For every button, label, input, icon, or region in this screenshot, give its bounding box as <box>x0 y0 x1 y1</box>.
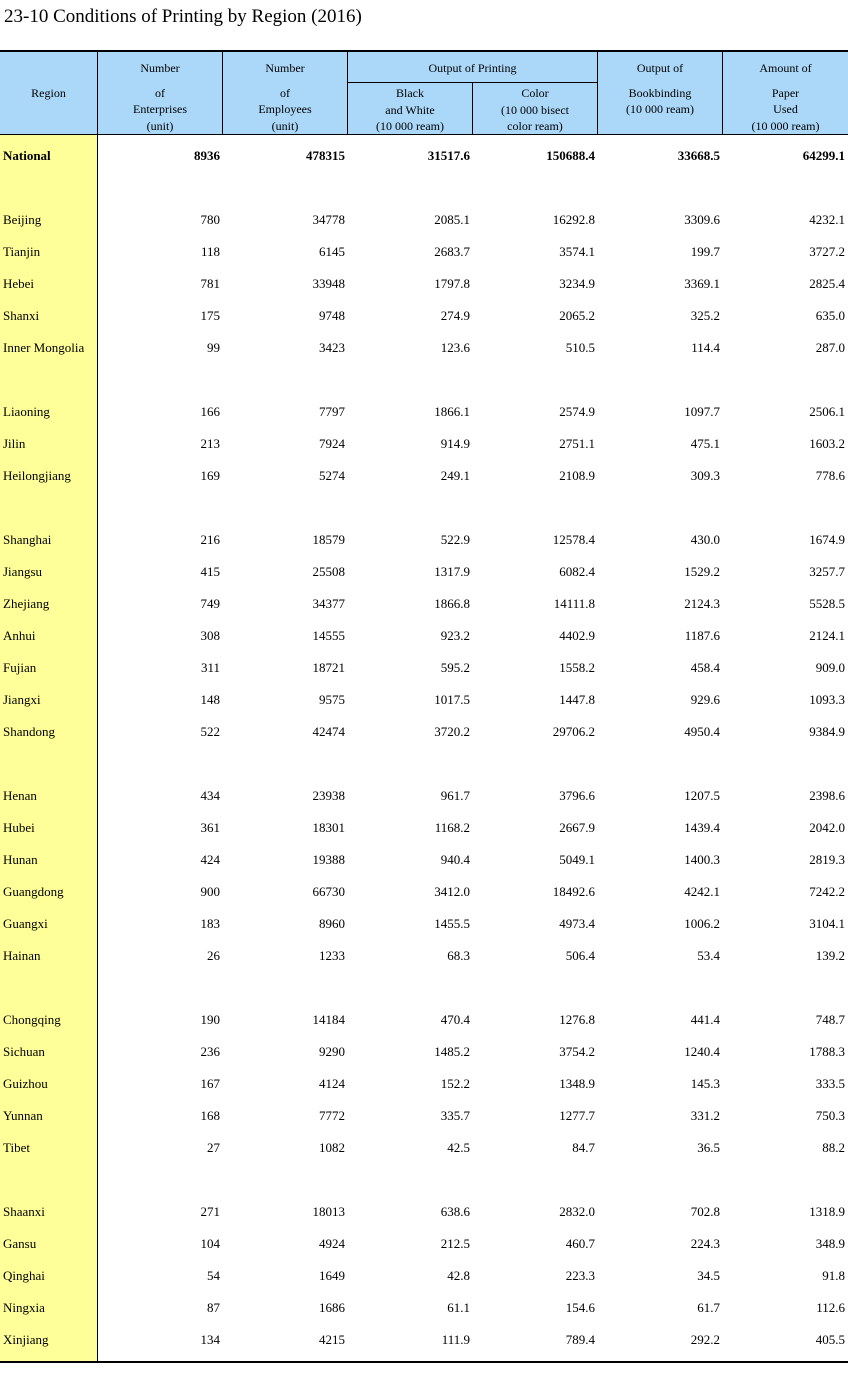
cell-value: 441.4 <box>690 1012 720 1027</box>
cell-value: 18579 <box>312 532 345 547</box>
cell-value: 308 <box>200 628 220 643</box>
cell-value: 118 <box>200 244 220 259</box>
header-output-printing: Output of Printing <box>428 61 517 75</box>
cell-value: 168 <box>200 1108 220 1123</box>
cell-value: 1485.2 <box>434 1044 470 1059</box>
cell-value: 1674.9 <box>809 532 845 547</box>
region-name: Tibet <box>3 1140 30 1155</box>
cell-value: 475.1 <box>690 436 720 451</box>
cell-value: 1649 <box>319 1268 345 1283</box>
cell-value: 311 <box>200 660 220 675</box>
region-name: Hainan <box>3 948 41 963</box>
cell-value: 780 <box>200 212 220 227</box>
cell-value: 3754.2 <box>559 1044 595 1059</box>
cell-value: 2398.6 <box>809 788 845 803</box>
header-employees: Number of Employees (unit) <box>258 61 312 133</box>
cell-value: 1207.5 <box>684 788 720 803</box>
cell-value: 31517.6 <box>427 148 470 163</box>
cell-value: 19388 <box>312 852 345 867</box>
header-paper-used: Amount of Paper Used (10 000 ream) <box>751 61 820 133</box>
cell-value: 271 <box>200 1204 220 1219</box>
cell-value: 33948 <box>312 276 345 291</box>
cell-value: 1233 <box>319 948 345 963</box>
cell-value: 470.4 <box>440 1012 470 1027</box>
region-name: Inner Mongolia <box>3 340 85 355</box>
cell-value: 145.3 <box>690 1076 720 1091</box>
cell-value: 2042.0 <box>809 820 845 835</box>
cell-value: 5274 <box>319 468 345 483</box>
region-name: Jiangxi <box>3 692 41 707</box>
table-row <box>0 850 848 870</box>
header-color: Color (10 000 bisect color ream) <box>501 86 569 133</box>
region-name: Hubei <box>3 820 35 835</box>
cell-value: 42474 <box>312 724 345 739</box>
header-enterprises: Number of Enterprises (unit) <box>133 61 187 133</box>
cell-value: 1788.3 <box>809 1044 845 1059</box>
cell-value: 25508 <box>312 564 345 579</box>
cell-value: 748.7 <box>815 1012 845 1027</box>
cell-value: 212.5 <box>440 1236 470 1251</box>
region-name: Anhui <box>3 628 36 643</box>
cell-value: 34.5 <box>697 1268 720 1283</box>
cell-value: 14555 <box>312 628 345 643</box>
cell-value: 14184 <box>312 1012 345 1027</box>
region-name: Guangdong <box>3 884 64 899</box>
cell-value: 287.0 <box>815 340 845 355</box>
region-name: Shanghai <box>3 532 52 547</box>
cell-value: 236 <box>200 1044 220 1059</box>
cell-value: 150688.4 <box>546 148 595 163</box>
cell-value: 42.8 <box>447 1268 470 1283</box>
cell-value: 635.0 <box>815 308 845 323</box>
cell-value: 929.6 <box>690 692 720 707</box>
cell-value: 16292.8 <box>552 212 595 227</box>
cell-value: 460.7 <box>565 1236 595 1251</box>
cell-value: 430.0 <box>690 532 720 547</box>
cell-value: 114.4 <box>691 340 720 355</box>
cell-value: 2667.9 <box>559 820 595 835</box>
cell-value: 2751.1 <box>559 436 595 451</box>
cell-value: 6145 <box>319 244 345 259</box>
cell-value: 167 <box>200 1076 220 1091</box>
region-name: Heilongjiang <box>3 468 71 483</box>
cell-value: 1017.5 <box>434 692 470 707</box>
cell-value: 3257.7 <box>809 564 845 579</box>
cell-value: 333.5 <box>815 1076 845 1091</box>
cell-value: 42.5 <box>447 1140 470 1155</box>
cell-value: 2574.9 <box>559 404 595 419</box>
region-name: Chongqing <box>3 1012 61 1027</box>
cell-value: 54 <box>207 1268 220 1283</box>
cell-value: 1603.2 <box>809 436 845 451</box>
cell-value: 134 <box>200 1332 220 1347</box>
region-name: Zhejiang <box>3 596 50 611</box>
national-row <box>0 146 848 166</box>
cell-value: 3727.2 <box>809 244 845 259</box>
table-row <box>0 1298 848 1318</box>
cell-value: 522.9 <box>440 532 470 547</box>
region-name: Jiangsu <box>3 564 42 579</box>
cell-value: 139.2 <box>815 948 845 963</box>
cell-value: 4215 <box>319 1332 345 1347</box>
cell-value: 2819.3 <box>809 852 845 867</box>
region-name: Guizhou <box>3 1076 48 1091</box>
cell-value: 1277.7 <box>559 1108 595 1123</box>
cell-value: 405.5 <box>815 1332 845 1347</box>
cell-value: 909.0 <box>815 660 845 675</box>
table-row <box>0 1138 848 1158</box>
table-row <box>0 1330 848 1350</box>
cell-value: 61.7 <box>697 1300 720 1315</box>
cell-value: 148 <box>200 692 220 707</box>
table-row <box>0 658 848 678</box>
cell-value: 2506.1 <box>809 404 845 419</box>
region-name: National <box>3 148 51 163</box>
cell-value: 84.7 <box>572 1140 595 1155</box>
cell-value: 249.1 <box>440 468 470 483</box>
cell-value: 2085.1 <box>434 212 470 227</box>
cell-value: 3720.2 <box>434 724 470 739</box>
region-name: Sichuan <box>3 1044 45 1059</box>
cell-value: 2065.2 <box>559 308 595 323</box>
cell-value: 2825.4 <box>809 276 845 291</box>
cell-value: 292.2 <box>690 1332 720 1347</box>
cell-value: 2108.9 <box>559 468 595 483</box>
cell-value: 34377 <box>312 596 345 611</box>
cell-value: 223.3 <box>565 1268 595 1283</box>
cell-value: 2683.7 <box>434 244 470 259</box>
cell-value: 1455.5 <box>434 916 470 931</box>
table-row <box>0 1202 848 1222</box>
cell-value: 274.9 <box>440 308 470 323</box>
cell-value: 91.8 <box>822 1268 845 1283</box>
cell-value: 9748 <box>319 308 345 323</box>
region-name: Liaoning <box>3 404 50 419</box>
cell-value: 778.6 <box>815 468 845 483</box>
region-name: Gansu <box>3 1236 37 1251</box>
cell-value: 522 <box>200 724 220 739</box>
cell-value: 87 <box>207 1300 220 1315</box>
cell-value: 1400.3 <box>684 852 720 867</box>
region-name: Tianjin <box>3 244 41 259</box>
cell-value: 104 <box>200 1236 220 1251</box>
cell-value: 3796.6 <box>559 788 595 803</box>
cell-value: 18492.6 <box>552 884 595 899</box>
cell-value: 478315 <box>306 148 345 163</box>
cell-value: 152.2 <box>440 1076 470 1091</box>
table-row <box>0 466 848 486</box>
table-row <box>0 1074 848 1094</box>
cell-value: 702.8 <box>690 1204 720 1219</box>
region-name: Fujian <box>3 660 37 675</box>
cell-value: 36.5 <box>697 1140 720 1155</box>
cell-value: 5528.5 <box>809 596 845 611</box>
region-name: Qinghai <box>3 1268 45 1283</box>
cell-value: 7242.2 <box>809 884 845 899</box>
header-black-white: Black and White (10 000 ream) <box>376 86 444 133</box>
cell-value: 1317.9 <box>434 564 470 579</box>
cell-value: 923.2 <box>440 628 470 643</box>
cell-value: 424 <box>200 852 220 867</box>
cell-value: 789.4 <box>565 1332 595 1347</box>
cell-value: 9290 <box>319 1044 345 1059</box>
cell-value: 4232.1 <box>809 212 845 227</box>
table-bottom-rule <box>0 1361 848 1363</box>
cell-value: 123.6 <box>440 340 470 355</box>
table-row <box>0 786 848 806</box>
cell-value: 3369.1 <box>684 276 720 291</box>
cell-value: 750.3 <box>815 1108 845 1123</box>
cell-value: 638.6 <box>440 1204 470 1219</box>
cell-value: 66730 <box>312 884 345 899</box>
table-header <box>0 52 848 134</box>
cell-value: 190 <box>200 1012 220 1027</box>
cell-value: 1006.2 <box>684 916 720 931</box>
cell-value: 4402.9 <box>559 628 595 643</box>
table-row <box>0 1234 848 1254</box>
cell-value: 14111.8 <box>553 596 595 611</box>
header-subdivider <box>347 82 597 83</box>
cell-value: 331.2 <box>690 1108 720 1123</box>
table-row <box>0 434 848 454</box>
cell-value: 9384.9 <box>809 724 845 739</box>
table-row <box>0 882 848 902</box>
cell-value: 434 <box>200 788 220 803</box>
cell-value: 900 <box>200 884 220 899</box>
region-name: Beijing <box>3 212 42 227</box>
cell-value: 3309.6 <box>684 212 720 227</box>
cell-value: 1276.8 <box>559 1012 595 1027</box>
cell-value: 68.3 <box>447 948 470 963</box>
cell-value: 4950.4 <box>684 724 720 739</box>
cell-value: 1447.8 <box>559 692 595 707</box>
cell-value: 749 <box>200 596 220 611</box>
cell-value: 8960 <box>319 916 345 931</box>
cell-value: 1240.4 <box>684 1044 720 1059</box>
cell-value: 1187.6 <box>684 628 720 643</box>
table-row <box>0 946 848 966</box>
cell-value: 12578.4 <box>552 532 595 547</box>
region-name: Henan <box>3 788 37 803</box>
cell-value: 64299.1 <box>802 148 845 163</box>
region-name: Ningxia <box>3 1300 45 1315</box>
cell-value: 224.3 <box>690 1236 720 1251</box>
cell-value: 2124.1 <box>809 628 845 643</box>
region-name: Hunan <box>3 852 38 867</box>
cell-value: 29706.2 <box>552 724 595 739</box>
cell-value: 199.7 <box>690 244 720 259</box>
cell-value: 216 <box>200 532 220 547</box>
cell-value: 18721 <box>312 660 345 675</box>
region-name: Jilin <box>3 436 26 451</box>
cell-value: 169 <box>200 468 220 483</box>
cell-value: 961.7 <box>440 788 470 803</box>
region-name: Yunnan <box>3 1108 43 1123</box>
cell-value: 1097.7 <box>684 404 720 419</box>
cell-value: 7772 <box>319 1108 345 1123</box>
cell-value: 1866.8 <box>434 596 470 611</box>
cell-value: 213 <box>200 436 220 451</box>
cell-value: 3423 <box>319 340 345 355</box>
cell-value: 34778 <box>312 212 345 227</box>
header-region: Region <box>31 86 66 100</box>
cell-value: 6082.4 <box>559 564 595 579</box>
cell-value: 3412.0 <box>434 884 470 899</box>
cell-value: 175 <box>200 308 220 323</box>
table-row <box>0 1010 848 1030</box>
region-name: Xinjiang <box>3 1332 49 1347</box>
cell-value: 595.2 <box>440 660 470 675</box>
cell-value: 781 <box>200 276 220 291</box>
table-row <box>0 626 848 646</box>
cell-value: 4973.4 <box>559 916 595 931</box>
page-title: 23-10 Conditions of Printing by Region (2016) <box>4 6 362 27</box>
cell-value: 1439.4 <box>684 820 720 835</box>
cell-value: 183 <box>200 916 220 931</box>
table-row <box>0 594 848 614</box>
table-row <box>0 338 848 358</box>
region-name: Guangxi <box>3 916 48 931</box>
cell-value: 5049.1 <box>559 852 595 867</box>
table-row <box>0 562 848 582</box>
header-bottom-rule <box>0 134 848 135</box>
table-row <box>0 1266 848 1286</box>
cell-value: 510.5 <box>565 340 595 355</box>
table-row <box>0 818 848 838</box>
cell-value: 33668.5 <box>677 148 720 163</box>
table-row <box>0 914 848 934</box>
cell-value: 1082 <box>319 1140 345 1155</box>
cell-value: 53.4 <box>697 948 720 963</box>
table-row <box>0 1106 848 1126</box>
cell-value: 335.7 <box>440 1108 470 1123</box>
cell-value: 18301 <box>312 820 345 835</box>
cell-value: 348.9 <box>815 1236 845 1251</box>
cell-value: 61.1 <box>447 1300 470 1315</box>
cell-value: 1318.9 <box>809 1204 845 1219</box>
table-row <box>0 722 848 742</box>
cell-value: 1866.1 <box>434 404 470 419</box>
cell-value: 7797 <box>319 404 345 419</box>
cell-value: 1168.2 <box>434 820 470 835</box>
cell-value: 1529.2 <box>684 564 720 579</box>
cell-value: 112.6 <box>816 1300 845 1315</box>
table-row <box>0 306 848 326</box>
table-row <box>0 242 848 262</box>
cell-value: 1686 <box>319 1300 345 1315</box>
cell-value: 506.4 <box>565 948 595 963</box>
cell-value: 23938 <box>312 788 345 803</box>
cell-value: 3234.9 <box>559 276 595 291</box>
cell-value: 9575 <box>319 692 345 707</box>
region-name: Shanxi <box>3 308 40 323</box>
cell-value: 309.3 <box>690 468 720 483</box>
header-bookbinding: Output of Bookbinding (10 000 ream) <box>626 61 694 116</box>
cell-value: 458.4 <box>690 660 720 675</box>
cell-value: 415 <box>200 564 220 579</box>
cell-value: 2832.0 <box>559 1204 595 1219</box>
region-name: Shaanxi <box>3 1204 45 1219</box>
table-row <box>0 1042 848 1062</box>
cell-value: 99 <box>207 340 220 355</box>
cell-value: 3574.1 <box>559 244 595 259</box>
cell-value: 1558.2 <box>559 660 595 675</box>
cell-value: 3104.1 <box>809 916 845 931</box>
cell-value: 940.4 <box>440 852 470 867</box>
cell-value: 1348.9 <box>559 1076 595 1091</box>
region-name: Shandong <box>3 724 55 739</box>
region-name: Hebei <box>3 276 35 291</box>
cell-value: 4242.1 <box>684 884 720 899</box>
cell-value: 18013 <box>312 1204 345 1219</box>
cell-value: 166 <box>200 404 220 419</box>
table-row <box>0 690 848 710</box>
cell-value: 914.9 <box>440 436 470 451</box>
cell-value: 361 <box>200 820 220 835</box>
cell-value: 26 <box>207 948 220 963</box>
cell-value: 8936 <box>194 148 220 163</box>
cell-value: 4124 <box>319 1076 345 1091</box>
cell-value: 1093.3 <box>809 692 845 707</box>
table-row <box>0 274 848 294</box>
cell-value: 325.2 <box>690 308 720 323</box>
cell-value: 111.9 <box>441 1332 470 1347</box>
table-row <box>0 210 848 230</box>
cell-value: 7924 <box>319 436 345 451</box>
cell-value: 27 <box>207 1140 220 1155</box>
cell-value: 4924 <box>319 1236 345 1251</box>
table-row <box>0 530 848 550</box>
cell-value: 88.2 <box>822 1140 845 1155</box>
cell-value: 154.6 <box>565 1300 595 1315</box>
cell-value: 2124.3 <box>684 596 720 611</box>
cell-value: 1797.8 <box>434 276 470 291</box>
table-row <box>0 402 848 422</box>
